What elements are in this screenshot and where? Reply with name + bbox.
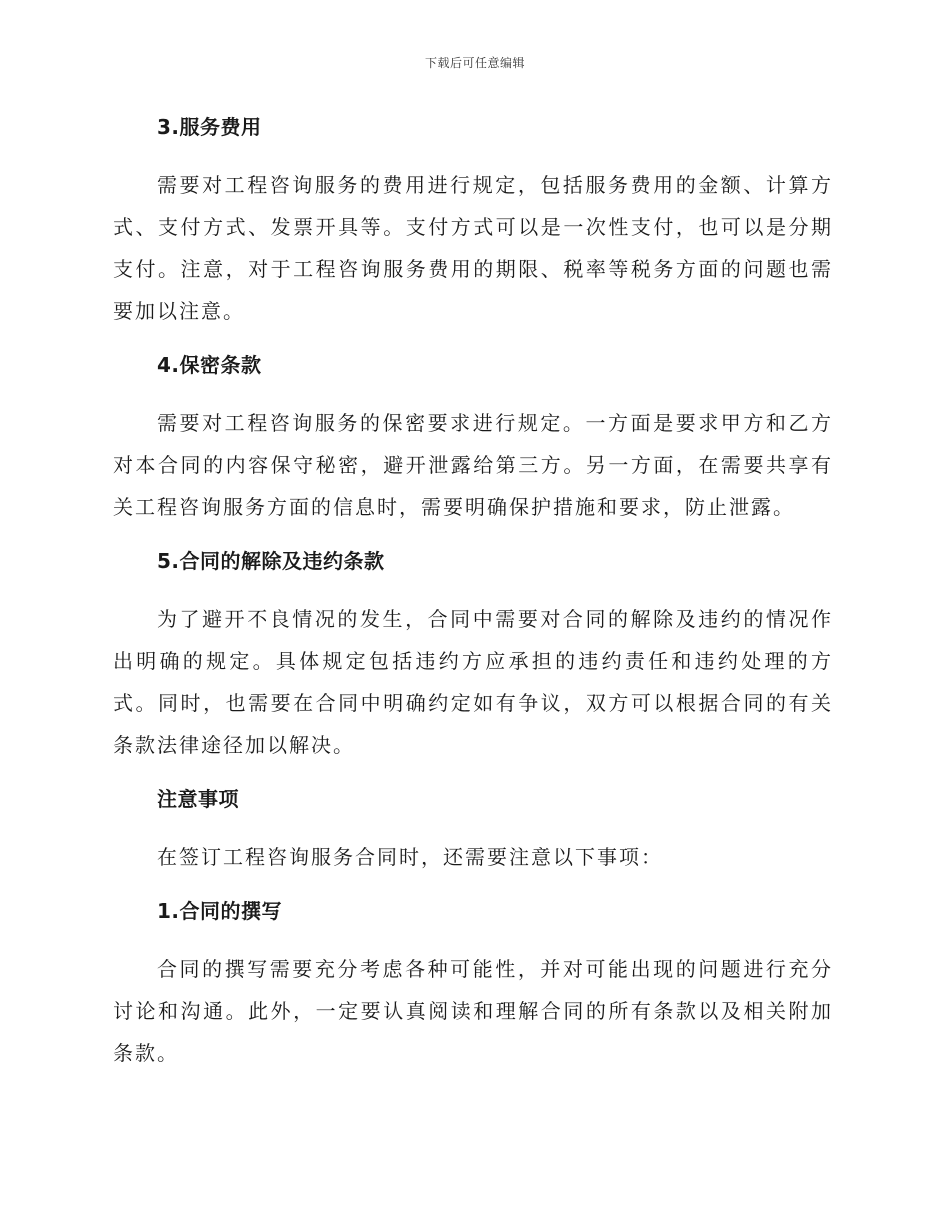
section-heading-confidentiality: 4.保密条款	[157, 353, 262, 377]
paragraph-confidentiality: 需要对工程咨询服务的保密要求进行规定。一方面是要求甲方和乙方对本合同的内容保守秘密，避开泄露给第三方。另一方面，在需要共享有关工程咨询服务方面的信息时，需要明确保护措施和要求，防止泄露。	[113, 411, 833, 519]
section-heading-termination-breach: 5.合同的解除及违约条款	[157, 549, 385, 573]
paragraph-termination-breach: 为了避开不良情况的发生，合同中需要对合同的解除及违约的情况作出明确的规定。具体规定包括违约方应承担的违约责任和违约处理的方式。同时，也需要在合同中明确约定如有争议，双方可以根据合同的有关条款法律途径加以解决。	[113, 607, 833, 757]
paragraph-service-fee: 需要对工程咨询服务的费用进行规定，包括服务费用的金额、计算方式、支付方式、发票开具等。支付方式可以是一次性支付，也可以是分期支付。注意，对于工程咨询服务费用的期限、税率等税务方面的问题也需要加以注意。	[113, 173, 833, 323]
paragraph-notes-intro: 在签订工程咨询服务合同时，还需要注意以下事项：	[157, 845, 663, 869]
page-header-note: 下载后可任意编辑	[424, 56, 525, 70]
paragraph-contract-drafting: 合同的撰写需要充分考虑各种可能性，并对可能出现的问题进行充分讨论和沟通。此外，一定要认真阅读和理解合同的所有条款以及相关附加条款。	[113, 957, 833, 1065]
section-heading-service-fee: 3.服务费用	[157, 115, 262, 139]
section-heading-notes: 注意事项	[157, 787, 239, 811]
section-heading-contract-drafting: 1.合同的撰写	[157, 899, 283, 923]
document-body	[113, 112, 833, 1092]
